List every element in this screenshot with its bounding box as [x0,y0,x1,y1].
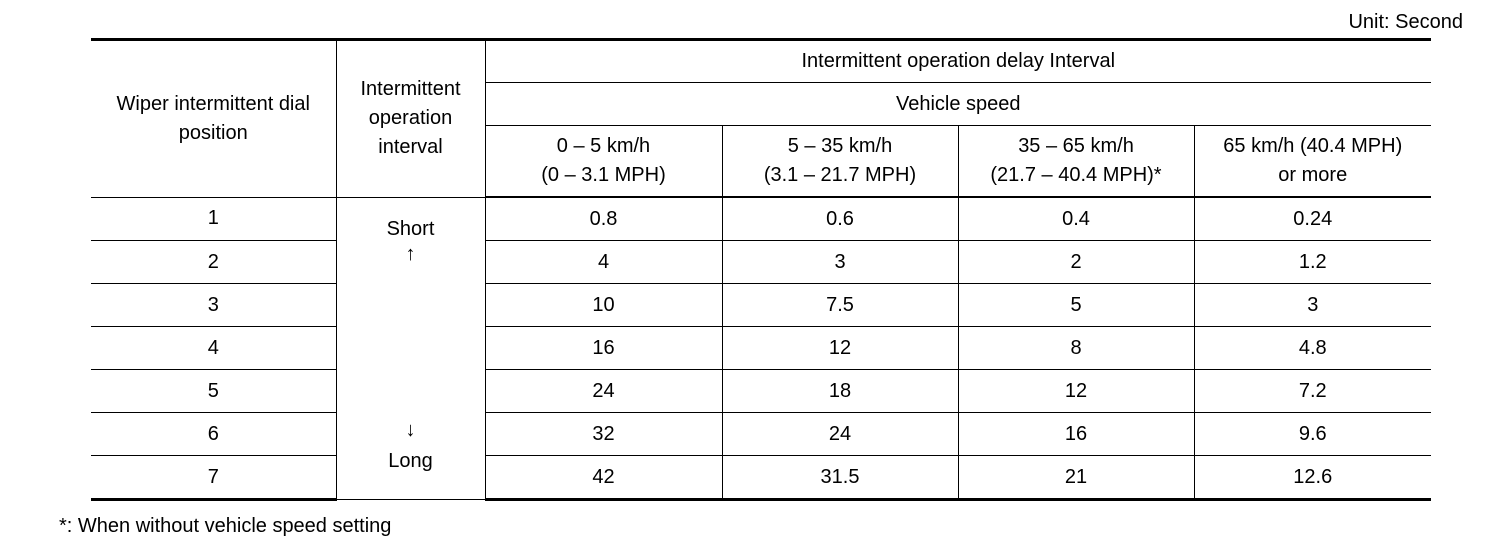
long-label: Long [388,449,433,472]
value-cell: 10 [485,284,722,327]
header-speed-2 [722,126,958,198]
header-vehicle-speed: Vehicle speed [485,83,1431,126]
value-cell: 42 [485,456,722,500]
dial-position-cell: 2 [91,241,336,284]
value-cell: 4.8 [1194,327,1431,370]
value-cell: 3 [1194,284,1431,327]
value-cell: 4 [485,241,722,284]
header-dial-position [91,40,336,198]
header-delay-interval: Intermittent operation delay Interval [485,40,1431,83]
table-row [91,197,1431,241]
header-interval-label: Intermittent operation interval [360,78,461,159]
value-cell: 2 [958,241,1194,284]
value-cell: 16 [485,327,722,370]
value-cell: 0.24 [1194,197,1431,241]
header-interval [336,40,485,198]
header-speed-3-line1: 35 – 65 km/h [1018,135,1134,157]
dial-position-cell: 4 [91,327,336,370]
value-cell: 5 [958,284,1194,327]
value-cell: 16 [958,413,1194,456]
unit-label: Unit: Second [1348,11,1463,33]
header-speed-1 [485,126,722,198]
header-speed-1-line2: (0 – 3.1 MPH) [541,164,666,186]
value-cell: 12 [958,370,1194,413]
footnote: *: When without vehicle speed setting [59,515,392,537]
value-cell: 24 [722,413,958,456]
value-cell: 8 [958,327,1194,370]
value-cell: 12 [722,327,958,370]
dial-position-cell: 3 [91,284,336,327]
table-row [91,241,1431,284]
header-speed-4-line2: or more [1278,164,1348,186]
value-cell: 12.6 [1194,456,1431,500]
header-speed-4-line1: 65 km/h (40.4 MPH) [1223,135,1403,157]
interval-cell [336,197,485,500]
header-speed-3-line2: (21.7 – 40.4 MPH)* [990,164,1162,186]
value-cell: 7.2 [1194,370,1431,413]
dial-position-cell: 1 [91,197,336,241]
value-cell: 1.2 [1194,241,1431,284]
header-speed-4 [1194,126,1431,198]
value-cell: 31.5 [722,456,958,500]
header-speed-2-line1: 5 – 35 km/h [787,135,893,157]
value-cell: 7.5 [722,284,958,327]
table-row [91,284,1431,327]
header-speed-2-line2: (3.1 – 21.7 MPH) [763,164,917,186]
dial-position-cell: 7 [91,456,336,500]
value-cell: 3 [722,241,958,284]
arrow-up-icon: ↑ [405,242,416,265]
arrow-down-icon: ↓ [405,418,416,441]
value-cell: 32 [485,413,722,456]
value-cell: 21 [958,456,1194,500]
header-dial-position-label: Wiper intermittent dial position [116,92,310,144]
header-speed-1-line1: 0 – 5 km/h [556,135,651,157]
value-cell: 0.8 [485,197,722,241]
value-cell: 9.6 [1194,413,1431,456]
value-cell: 24 [485,370,722,413]
value-cell: 0.6 [722,197,958,241]
wiper-interval-table [91,38,1431,501]
dial-position-cell: 5 [91,370,336,413]
table-row [91,327,1431,370]
value-cell: 0.4 [958,197,1194,241]
short-label: Short [386,217,435,240]
table-row [91,413,1431,456]
dial-position-cell: 6 [91,413,336,456]
header-speed-3 [958,126,1194,198]
value-cell: 18 [722,370,958,413]
table-row [91,370,1431,413]
table-row [91,456,1431,500]
